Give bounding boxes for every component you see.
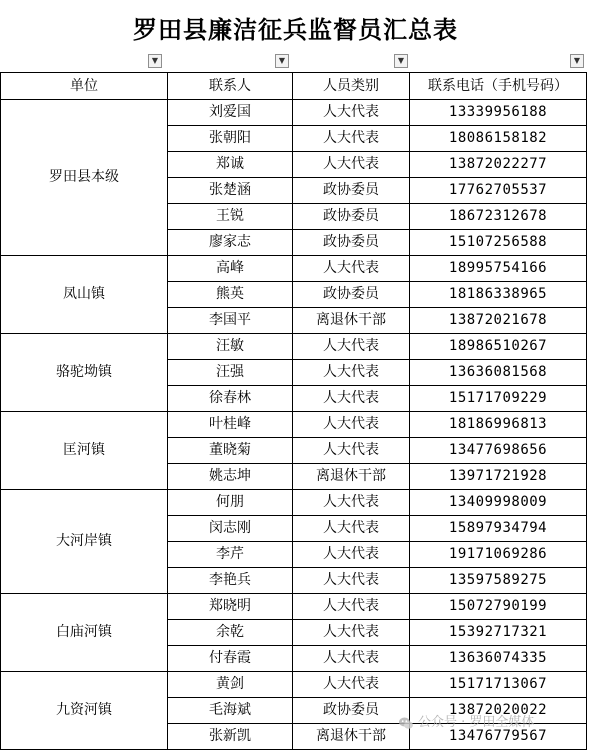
contact-name-cell[interactable]: 张楚涵 bbox=[168, 178, 293, 204]
page-title: 罗田县廉洁征兵监督员汇总表 bbox=[133, 15, 458, 44]
header-category[interactable]: 人员类别 bbox=[293, 73, 410, 100]
contact-name-cell[interactable]: 徐春林 bbox=[168, 386, 293, 412]
unit-cell[interactable]: 九资河镇 bbox=[1, 672, 168, 750]
unit-cell[interactable]: 白庙河镇 bbox=[1, 594, 168, 672]
category-cell[interactable]: 人大代表 bbox=[293, 152, 410, 178]
table-row bbox=[1, 594, 587, 620]
filter-dropdown-unit[interactable] bbox=[148, 54, 162, 68]
phone-cell[interactable]: 18995754166 bbox=[410, 256, 587, 282]
phone-cell[interactable]: 13409998009 bbox=[410, 490, 587, 516]
category-cell[interactable]: 人大代表 bbox=[293, 646, 410, 672]
watermark-text: 公众号 · 罗田全媒体 bbox=[418, 715, 535, 730]
category-cell[interactable]: 政协委员 bbox=[293, 204, 410, 230]
category-cell[interactable]: 离退休干部 bbox=[293, 308, 410, 334]
phone-cell[interactable]: 15171713067 bbox=[410, 672, 587, 698]
contact-name-cell[interactable]: 叶桂峰 bbox=[168, 412, 293, 438]
category-cell[interactable]: 政协委员 bbox=[293, 230, 410, 256]
category-cell[interactable]: 人大代表 bbox=[293, 386, 410, 412]
phone-cell[interactable]: 13477698656 bbox=[410, 438, 587, 464]
contact-name-cell[interactable]: 董晓菊 bbox=[168, 438, 293, 464]
phone-cell[interactable]: 13971721928 bbox=[410, 464, 587, 490]
category-cell[interactable]: 人大代表 bbox=[293, 126, 410, 152]
contact-name-cell[interactable]: 高峰 bbox=[168, 256, 293, 282]
dropdown-arrow-icon: ▼ bbox=[573, 56, 581, 65]
category-cell[interactable]: 政协委员 bbox=[293, 282, 410, 308]
dropdown-arrow-icon: ▼ bbox=[151, 56, 159, 65]
category-cell[interactable]: 人大代表 bbox=[293, 516, 410, 542]
category-cell[interactable]: 人大代表 bbox=[293, 620, 410, 646]
contact-name-cell[interactable]: 汪敏 bbox=[168, 334, 293, 360]
header-contact[interactable]: 联系人 bbox=[168, 73, 293, 100]
contact-name-cell[interactable]: 余乾 bbox=[168, 620, 293, 646]
phone-cell[interactable]: 15072790199 bbox=[410, 594, 587, 620]
phone-cell[interactable]: 18086158182 bbox=[410, 126, 587, 152]
unit-cell[interactable]: 骆驼坳镇 bbox=[1, 334, 168, 412]
category-cell[interactable]: 人大代表 bbox=[293, 256, 410, 282]
supervisor-table bbox=[0, 72, 587, 750]
category-cell[interactable]: 人大代表 bbox=[293, 542, 410, 568]
category-cell[interactable]: 人大代表 bbox=[293, 412, 410, 438]
table-row bbox=[1, 100, 587, 126]
category-cell[interactable]: 离退休干部 bbox=[293, 464, 410, 490]
category-cell[interactable]: 人大代表 bbox=[293, 438, 410, 464]
phone-cell[interactable]: 13636074335 bbox=[410, 646, 587, 672]
phone-cell[interactable]: 13872021678 bbox=[410, 308, 587, 334]
table-row bbox=[1, 334, 587, 360]
header-row bbox=[1, 73, 587, 100]
category-cell[interactable]: 离退休干部 bbox=[293, 724, 410, 750]
filter-dropdown-contact[interactable] bbox=[275, 54, 289, 68]
table-row bbox=[1, 672, 587, 698]
table-row bbox=[1, 256, 587, 282]
phone-cell[interactable]: 15392717321 bbox=[410, 620, 587, 646]
phone-cell[interactable]: 18186338965 bbox=[410, 282, 587, 308]
contact-name-cell[interactable]: 郑晓明 bbox=[168, 594, 293, 620]
filter-dropdown-phone[interactable] bbox=[570, 54, 584, 68]
phone-cell[interactable]: 13339956188 bbox=[410, 100, 587, 126]
category-cell[interactable]: 人大代表 bbox=[293, 594, 410, 620]
dropdown-arrow-icon: ▼ bbox=[278, 56, 286, 65]
watermark bbox=[398, 712, 534, 734]
phone-cell[interactable]: 18672312678 bbox=[410, 204, 587, 230]
contact-name-cell[interactable]: 郑诚 bbox=[168, 152, 293, 178]
contact-name-cell[interactable]: 黄剑 bbox=[168, 672, 293, 698]
phone-cell[interactable]: 13872022277 bbox=[410, 152, 587, 178]
category-cell[interactable]: 人大代表 bbox=[293, 360, 410, 386]
category-cell[interactable]: 政协委员 bbox=[293, 178, 410, 204]
filter-dropdown-category[interactable] bbox=[394, 54, 408, 68]
unit-cell[interactable]: 罗田县本级 bbox=[1, 100, 168, 256]
phone-cell[interactable]: 17762705537 bbox=[410, 178, 587, 204]
contact-name-cell[interactable]: 李国平 bbox=[168, 308, 293, 334]
table-row bbox=[1, 490, 587, 516]
wechat-icon bbox=[398, 715, 414, 731]
phone-cell[interactable]: 13636081568 bbox=[410, 360, 587, 386]
category-cell[interactable]: 人大代表 bbox=[293, 334, 410, 360]
phone-cell[interactable]: 19171069286 bbox=[410, 542, 587, 568]
header-phone[interactable]: 联系电话（手机号码） bbox=[410, 73, 587, 100]
phone-cell[interactable]: 15171709229 bbox=[410, 386, 587, 412]
table-row bbox=[1, 412, 587, 438]
contact-name-cell[interactable]: 毛海斌 bbox=[168, 698, 293, 724]
contact-name-cell[interactable]: 汪强 bbox=[168, 360, 293, 386]
contact-name-cell[interactable]: 王锐 bbox=[168, 204, 293, 230]
contact-name-cell[interactable]: 张朝阳 bbox=[168, 126, 293, 152]
unit-cell[interactable]: 匡河镇 bbox=[1, 412, 168, 490]
phone-cell[interactable]: 13476779567 bbox=[410, 724, 587, 750]
contact-name-cell[interactable]: 姚志坤 bbox=[168, 464, 293, 490]
contact-name-cell[interactable]: 何朋 bbox=[168, 490, 293, 516]
category-cell[interactable]: 人大代表 bbox=[293, 100, 410, 126]
phone-cell[interactable]: 18186996813 bbox=[410, 412, 587, 438]
phone-cell[interactable]: 13872020022 bbox=[410, 698, 587, 724]
phone-cell[interactable]: 13597589275 bbox=[410, 568, 587, 594]
contact-name-cell[interactable]: 李芹 bbox=[168, 542, 293, 568]
unit-cell[interactable]: 凤山镇 bbox=[1, 256, 168, 334]
contact-name-cell[interactable]: 廖家志 bbox=[168, 230, 293, 256]
contact-name-cell[interactable]: 张新凯 bbox=[168, 724, 293, 750]
category-cell[interactable]: 政协委员 bbox=[293, 698, 410, 724]
phone-cell[interactable]: 15897934794 bbox=[410, 516, 587, 542]
contact-name-cell[interactable]: 李艳兵 bbox=[168, 568, 293, 594]
category-cell[interactable]: 人大代表 bbox=[293, 672, 410, 698]
category-cell[interactable]: 人大代表 bbox=[293, 490, 410, 516]
contact-name-cell[interactable]: 付春霞 bbox=[168, 646, 293, 672]
contact-name-cell[interactable]: 熊英 bbox=[168, 282, 293, 308]
contact-name-cell[interactable]: 闵志刚 bbox=[168, 516, 293, 542]
category-cell[interactable]: 人大代表 bbox=[293, 568, 410, 594]
header-unit[interactable]: 单位 bbox=[1, 73, 168, 100]
unit-cell[interactable]: 大河岸镇 bbox=[1, 490, 168, 594]
phone-cell[interactable]: 18986510267 bbox=[410, 334, 587, 360]
contact-name-cell[interactable]: 刘爱国 bbox=[168, 100, 293, 126]
phone-cell[interactable]: 15107256588 bbox=[410, 230, 587, 256]
dropdown-arrow-icon: ▼ bbox=[397, 56, 405, 65]
filter-row bbox=[0, 53, 591, 71]
